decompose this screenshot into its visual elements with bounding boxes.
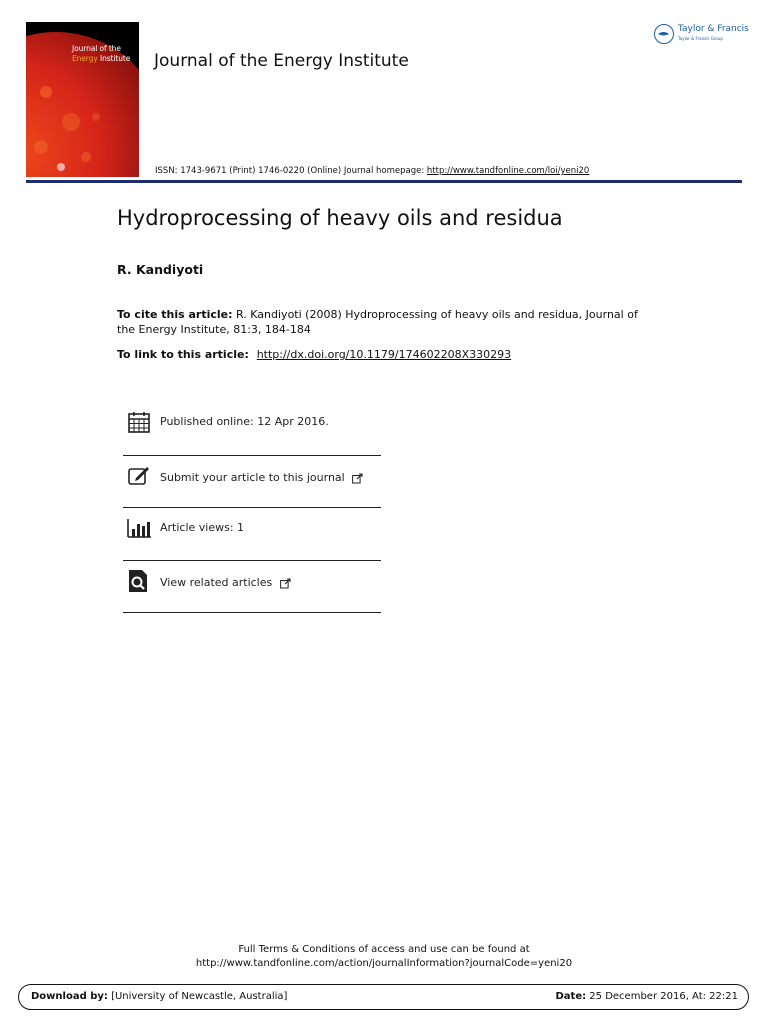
issn-line: [155, 166, 589, 176]
article-link-label: To link to this article:: [117, 348, 253, 361]
article-info-list: [123, 404, 381, 613]
edit-icon: [127, 464, 151, 488]
published-row: [123, 404, 381, 456]
related-articles-label: View related articles: [160, 576, 273, 589]
download-by-label: Download by:: [31, 991, 108, 1002]
related-search-icon: [127, 569, 151, 593]
cover-title-institute: Institute: [99, 54, 131, 63]
article-author: R. Kandiyoti: [117, 262, 204, 277]
bar-chart-icon: [127, 515, 151, 539]
download-date-value: 25 December 2016, At: 22:21: [586, 991, 738, 1002]
cover-title-energy: Energy: [72, 54, 98, 63]
submit-row[interactable]: [123, 456, 381, 508]
publisher-group: Taylor & Francis Group: [678, 36, 723, 41]
journal-homepage-link[interactable]: http://www.tandfonline.com/loi/yeni20: [426, 166, 590, 176]
cover-title: [72, 44, 130, 64]
cover-title-line1: Journal of the: [72, 44, 121, 53]
external-link-icon: [280, 578, 291, 589]
publisher-logo[interactable]: [654, 22, 749, 46]
citation-label: To cite this article:: [117, 308, 233, 321]
article-link-line: [117, 348, 511, 361]
download-date: [556, 991, 739, 1002]
publisher-logo-icon: [654, 24, 674, 44]
citation-text: R. Kandiyoti (2008) Hydroprocessing of heavy oils and residua, Journal of the Energy Institute, 81:3, 184-184: [117, 308, 638, 336]
article-doi-link[interactable]: http://dx.doi.org/10.1179/174602208X330293: [256, 348, 512, 361]
issn-text: ISSN: 1743-9671 (Print) 1746-0220 (Online) Journal homepage:: [155, 166, 427, 176]
citation-block: [117, 307, 647, 337]
article-views-text: Article views: 1: [160, 521, 245, 534]
publisher-name: Taylor & Francis: [678, 24, 749, 34]
terms-notice: [0, 943, 768, 971]
external-link-icon: [352, 473, 363, 484]
related-articles-link[interactable]: [160, 576, 291, 589]
journal-name: Journal of the Energy Institute: [154, 51, 409, 71]
download-info-bar: [18, 984, 749, 1010]
submit-article-link[interactable]: [160, 471, 363, 484]
submit-article-label: Submit your article to this journal: [160, 471, 345, 484]
download-by: [31, 991, 287, 1002]
published-date-text: Published online: 12 Apr 2016.: [160, 415, 329, 428]
download-by-value: [University of Newcastle, Australia]: [107, 991, 288, 1002]
journal-cover-image: [26, 22, 139, 177]
related-row[interactable]: [123, 561, 381, 613]
views-row: [123, 508, 381, 561]
terms-line-1: Full Terms & Conditions of access and use can be found at: [238, 944, 530, 955]
header-divider: [26, 180, 742, 183]
article-title: Hydroprocessing of heavy oils and residua: [117, 206, 563, 230]
calendar-icon: [127, 410, 151, 434]
terms-url[interactable]: http://www.tandfonline.com/action/journalInformation?journalCode=yeni20: [195, 958, 573, 969]
download-date-label: Date:: [555, 991, 587, 1002]
